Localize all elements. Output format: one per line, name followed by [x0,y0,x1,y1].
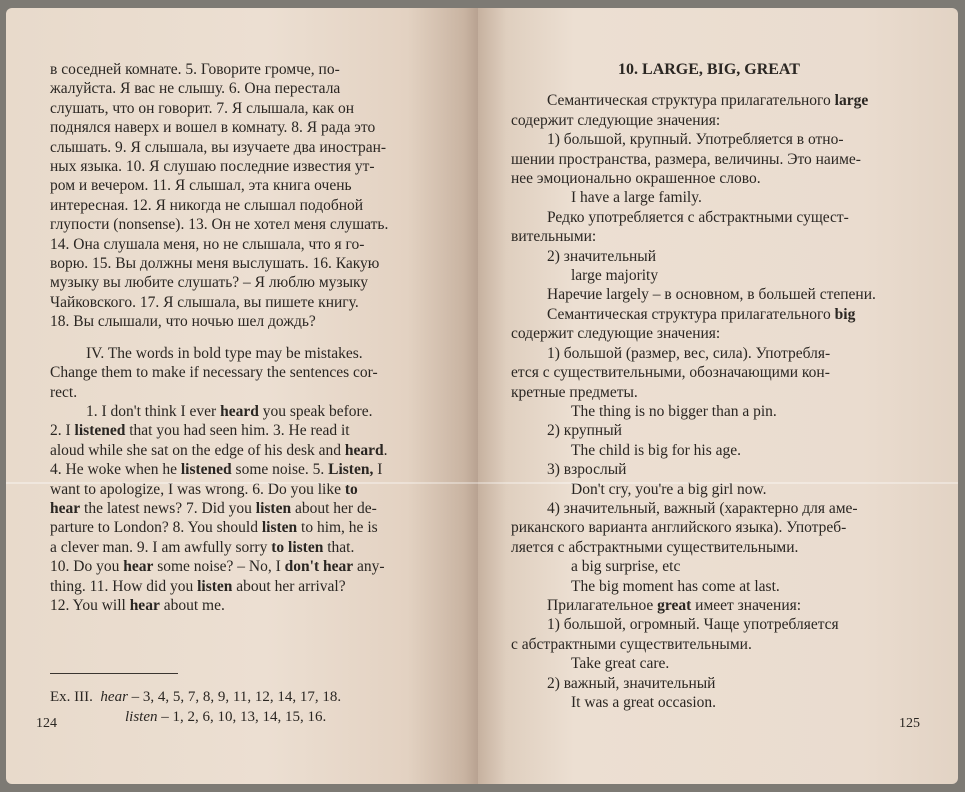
text-line: 2) значительный [547,247,657,265]
text-line: жалуйста. Я вас не слышу. 6. Она перестала [50,80,341,98]
text-line: Наречие largely – в основном, в большей степени. [547,286,876,304]
example-line: Don't cry, you're a big girl now. [571,480,767,498]
text-line: кретные предметы. [511,383,638,401]
exercise-line: 12. You will hear about me. [50,596,225,614]
exercise-line: want to apologize, I was wrong. 6. Do you like to [50,480,358,498]
left-page-text [50,60,452,727]
text-line: глупости (nonsense). 13. Он не хотел меня слушать. [50,216,389,234]
exercise-line: thing. 11. How did you listen about her arrival? [50,577,346,595]
answer-key-hear: Ex. III. hear – 3, 4, 5, 7, 8, 9, 11, 12, 14, 17, 18. [50,689,342,706]
text-line: 2) важный, значительный [547,674,716,692]
text-line: ляется с абстрактными существительными. [511,538,799,556]
example-line: a big surprise, etc [571,558,681,576]
text-line: Прилагательное great имеет значения: [547,596,802,614]
text-line: Семантическая структура прилагательного big [547,305,856,323]
text-line: интересная. 12. Я никогда не слышал подобной [50,196,364,214]
text-line: с абстрактными существительными. [511,635,752,653]
exercise-heading: rect. [50,383,78,401]
text-line: Редко употребляется с абстрактными сущест- [547,208,849,226]
text-line: 3) взрослый [547,461,627,479]
text-line: ется с существительными, обозначающими кон- [511,364,830,382]
text-line: 1) большой, огромный. Чаще употребляется [547,616,839,634]
text-line: содержит следующие значения: [511,325,721,343]
exercise-heading: IV. The words in bold type may be mistakes. [86,344,363,362]
text-line: 2) крупный [547,422,622,440]
section-title: 10. LARGE, BIG, GREAT [618,61,800,78]
example-line: I have a large family. [571,189,702,207]
exercise-line: aloud while she sat on the edge of his desk and heard. [50,441,388,459]
text-line: 18. Вы слышали, что ночью шел дождь? [50,313,316,331]
text-line: в соседней комнате. 5. Говорите громче, по- [50,61,340,78]
text-line: 4) значительный, важный (характерно для аме- [547,499,858,517]
text-line: нее эмоционально окрашенное слово. [511,170,761,188]
exercise-line: hear the latest news? 7. Did you listen about her de- [50,499,377,517]
text-line: Чайковского. 17. Я слышала, вы пишете книгу. [50,293,359,311]
example-line: The child is big for his age. [571,441,742,459]
text-line: риканского варианта английского языка). Употреб- [511,519,847,537]
text-line: шении пространства, размера, величины. Это наиме- [511,150,861,168]
exercise-line: 10. Do you hear some noise? – No, I don't hear any- [50,558,385,576]
right-page [478,8,958,784]
text-line: Семантическая структура прилагательного large [547,92,869,110]
page-number: 125 [899,716,920,731]
exercise-line: 4. He woke when he listened some noise. 5. Listen, I [50,461,383,479]
text-line: вительными: [511,228,597,246]
example-line: The big moment has come at last. [571,577,780,595]
example-line: It was a great occasion. [571,694,717,711]
example-line: The thing is no bigger than a pin. [571,402,777,420]
scan-fold-line [6,482,958,484]
text-line: 1) большой (размер, вес, сила). Употребля- [547,344,831,362]
answer-key [50,688,452,727]
example-line: large majority [571,267,659,285]
text-line: слышать. 9. Я слышала, вы изучаете два иностран- [50,138,387,156]
text-line: музыку вы любите слушать? – Я люблю музыку [50,274,369,292]
page-number: 124 [36,716,57,731]
text-line: поднялся наверх и вошел в комнату. 8. Я рада это [50,119,376,137]
answer-key-listen: listen – 1, 2, 6, 10, 13, 14, 15, 16. [125,708,327,725]
exercise-line: 2. I listened that you had seen him. 3. He read it [50,422,350,440]
text-line: 1) большой, крупный. Употребляется в отно- [547,131,844,149]
exercise-heading: Change them to make if necessary the sentences cor- [50,364,378,382]
exercise-line: 1. I don't think I ever heard you speak before. [86,402,373,420]
left-page [6,8,478,784]
example-line: Take great care. [571,655,670,673]
text-line: слушать, что он говорит. 7. Я слышала, как он [50,99,355,117]
exercise-line: a clever man. 9. I am awfully sorry to listen that. [50,538,355,556]
footnote-rule [50,673,178,674]
exercise-line: parture to London? 8. You should listen to him, he is [50,519,378,537]
text-line: содержит следующие значения: [511,111,721,129]
text-line: ных языка. 10. Я слушаю последние известия ут- [50,158,375,176]
text-line: ром и вечером. 11. Я слышал, эта книга очень [50,177,352,195]
right-page-text [511,60,907,712]
text-line: 14. Она слушала меня, но не слышала, что я го- [50,235,365,253]
text-line: ворю. 15. Вы должны меня выслушать. 16. Какую [50,255,380,273]
